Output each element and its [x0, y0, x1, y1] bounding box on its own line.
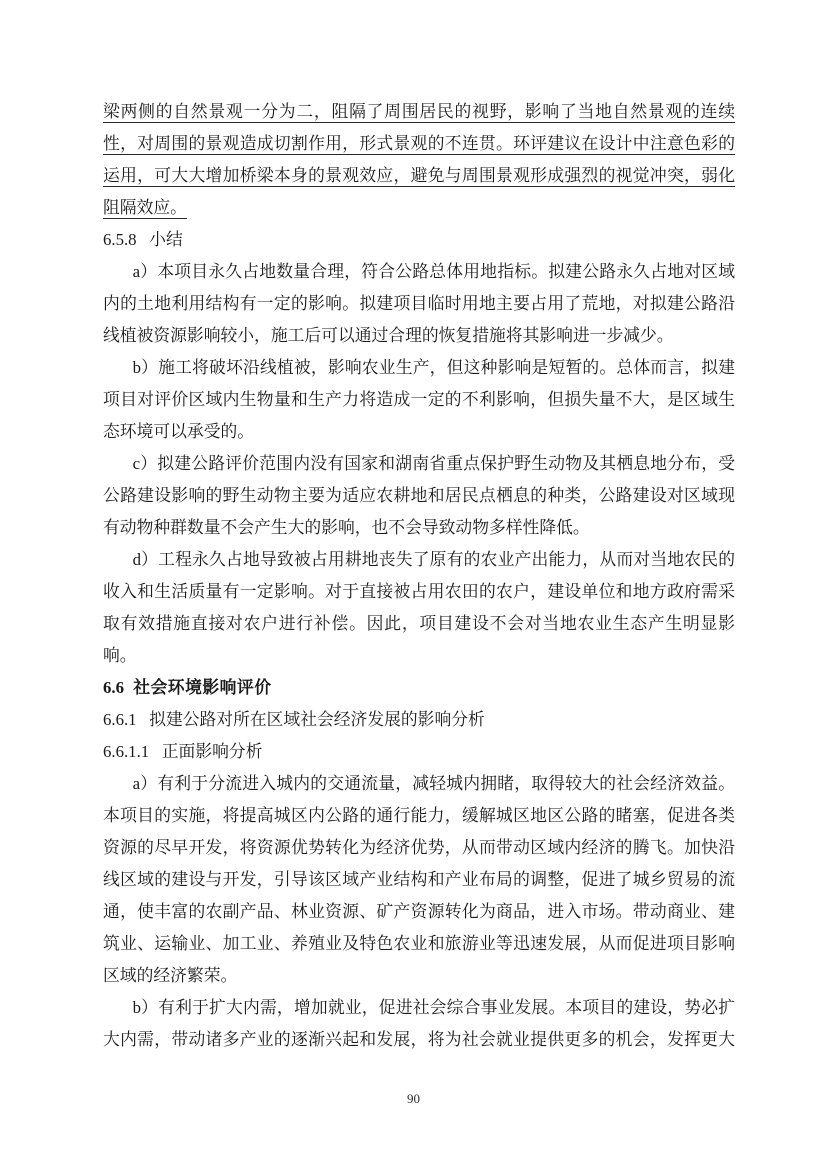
page-number: 90	[407, 1091, 420, 1106]
text-line: a）有利于分流进入城内的交通流量，减轻城内拥睹，取得较大的社会经济效益。	[132, 774, 735, 793]
heading-number: 6.5.8	[103, 230, 137, 249]
text-line: 有动物种群数量不会产生大的影响，也不会导致动物多样性降低。	[103, 518, 590, 537]
text-line: c）拟建公路评价范围内没有国家和湖南省重点保护野生动物及其栖息地分布，受	[132, 454, 735, 473]
para-summary-b	[103, 352, 735, 448]
text-line: 收入和生活质量有一定影响。对于直接被占用农田的农户，建设单位和地方政府需采	[103, 582, 735, 601]
text-line: 大内需，带动诸多产业的逐渐兴起和发展，将为社会就业提供更多的机会，发挥更大	[103, 1030, 735, 1049]
text-line: 线植被资源影响较小，施工后可以通过合理的恢复措施将其影响进一步减少。	[103, 326, 674, 345]
text-line: 通，使丰富的农副产品、林业资源、矿产资源转化为商品，进入市场。带动商业、建	[103, 902, 735, 921]
text-line: 筑业、运输业、加工业、养殖业及特色农业和旅游业等迅速发展，从而促进项目影响	[103, 934, 735, 953]
heading-title: 正面影响分析	[161, 742, 263, 761]
text-line: 性，对周围的景观造成切割作用，形式景观的不连贯。环评建议在设计中注意色彩的	[103, 134, 735, 153]
text-line: 运用，可大大增加桥梁本身的景观效应，避免与周围景观形成强烈的视觉冲突，弱化	[103, 166, 735, 185]
heading-6-6-1	[103, 704, 735, 736]
heading-6-5-8	[103, 224, 735, 256]
text-line: 梁两侧的自然景观一分为二，阻隔了周围居民的视野，影响了当地自然景观的连续	[103, 102, 735, 121]
heading-6-6	[103, 672, 735, 704]
heading-number: 6.6	[103, 678, 124, 697]
heading-6-6-1-1	[103, 736, 735, 768]
heading-number: 6.6.1.1	[103, 742, 150, 761]
heading-title: 小结	[149, 230, 183, 249]
heading-number: 6.6.1	[103, 710, 137, 729]
heading-title: 社会环境影响评价	[133, 678, 272, 697]
text-line: 态环境可以承受的。	[103, 422, 255, 441]
text-line: b）施工将破坏沿线植被，影响农业生产，但这种影响是短暂的。总体而言，拟建	[132, 358, 735, 377]
para-bridge-landscape-underlined	[103, 96, 735, 224]
text-line: 资源的尽早开发，将资源优势转化为经济优势，从而带动区域内经济的腾飞。加快沿	[103, 838, 735, 857]
heading-title: 拟建公路对所在区域社会经济发展的影响分析	[149, 710, 485, 729]
para-positive-a	[103, 768, 735, 992]
text-line: 响。	[103, 646, 137, 665]
text-line: 阻隔效应。	[103, 198, 187, 217]
text-line: 内的土地利用结构有一定的影响。拟建项目临时用地主要占用了荒地，对拟建公路沿	[103, 294, 735, 313]
text-line: 线区域的建设与开发，引导该区域产业结构和产业布局的调整，促进了城乡贸易的流	[103, 870, 735, 889]
document-body	[103, 96, 735, 1056]
text-line: 项目对评价区域内生物量和生产力将造成一定的不利影响，但损失量不大，是区域生	[103, 390, 735, 409]
para-positive-b	[103, 992, 735, 1056]
text-line: 公路建设影响的野生动物主要为适应农耕地和居民点栖息的种类，公路建设对区域现	[103, 486, 735, 505]
text-line: 取有效措施直接对农户进行补偿。因此，项目建设不会对当地农业生态产生明显影	[103, 614, 735, 633]
text-line: 本项目的实施，将提高城区内公路的通行能力，缓解城区地区公路的睹塞，促进各类	[103, 806, 735, 825]
para-summary-a	[103, 256, 735, 352]
text-line: a）本项目永久占地数量合理，符合公路总体用地指标。拟建公路永久占地对区域	[132, 262, 735, 281]
text-line: d）工程永久占地导致被占用耕地丧失了原有的农业产出能力，从而对当地农民的	[132, 550, 735, 569]
para-summary-d	[103, 544, 735, 672]
text-line: 区域的经济繁荣。	[103, 966, 238, 985]
text-line: b）有利于扩大内需，增加就业，促进社会综合事业发展。本项目的建设，势必扩	[132, 998, 735, 1017]
para-summary-c	[103, 448, 735, 544]
